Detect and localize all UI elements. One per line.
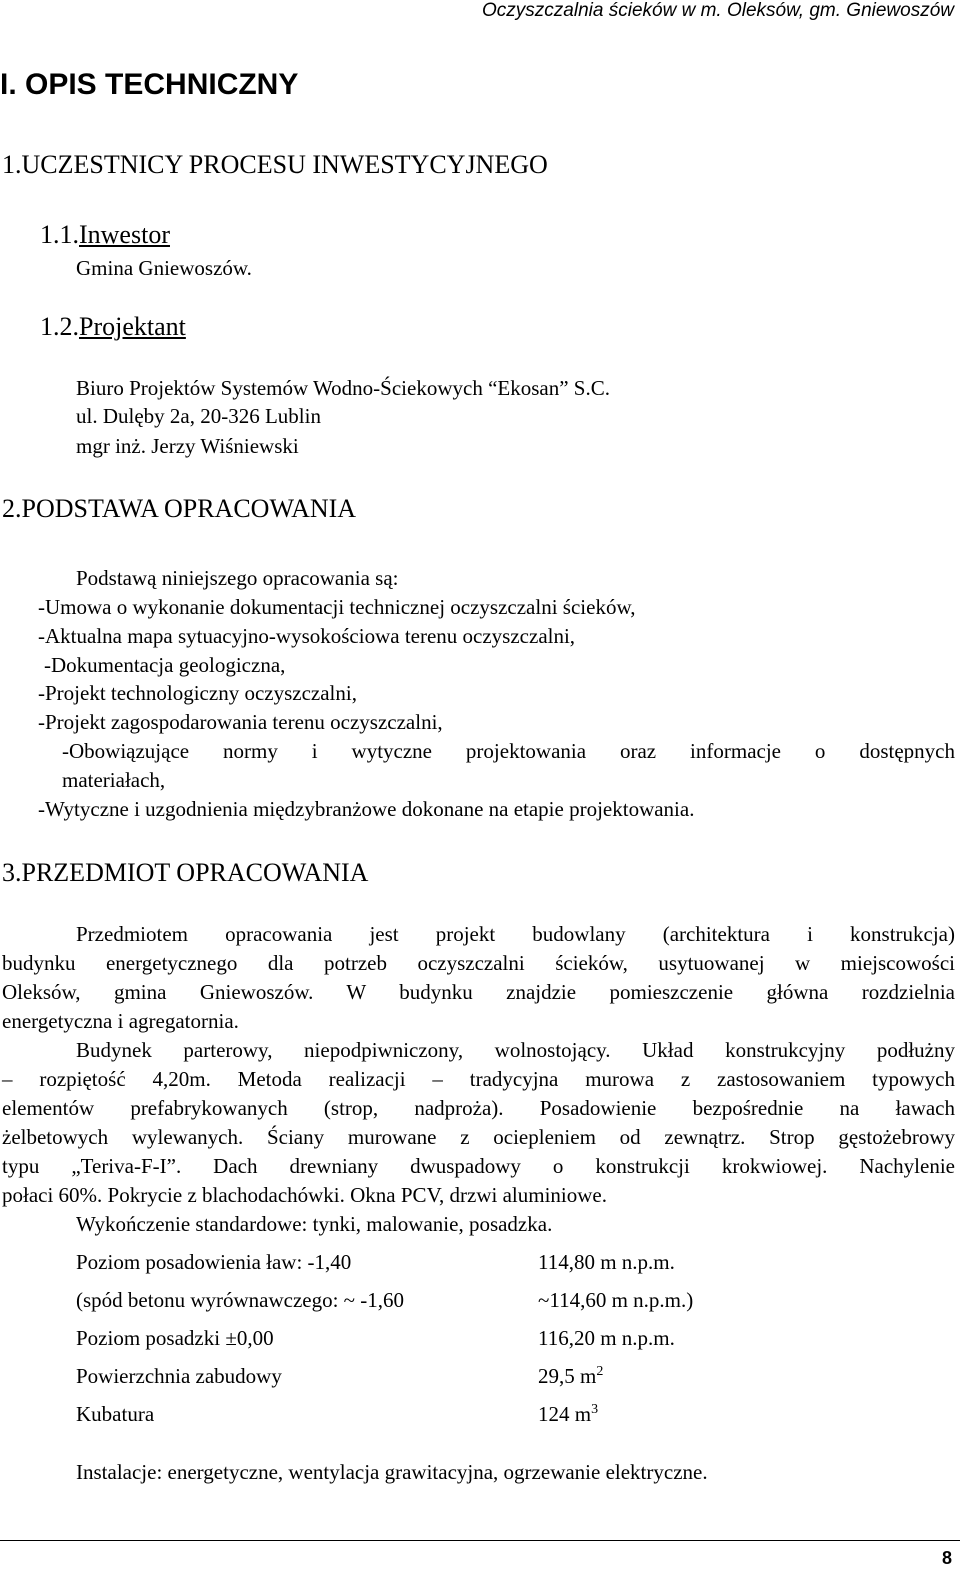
param-value: ~114,60 m n.p.m.) bbox=[538, 1288, 694, 1312]
designer-number: 1.2. bbox=[40, 312, 79, 341]
param-label: Poziom posadowienia ław: -1,40 bbox=[76, 1250, 352, 1274]
finishing-line: Wykończenie standardowe: tynki, malowanie, posadzka. bbox=[76, 1212, 553, 1236]
building-paragraph-line: Budynek parterowy, niepodpiwniczony, wolnostojący. Układ konstrukcyjny podłużny bbox=[76, 1038, 955, 1062]
footer-rule bbox=[0, 1540, 960, 1541]
section-3-title: 3.PRZEDMIOT OPRACOWANIA bbox=[2, 858, 369, 887]
chapter-title: I. OPIS TECHNICZNY bbox=[0, 68, 299, 101]
param-value-exponent: 2 bbox=[596, 1364, 604, 1379]
page-number: 8 bbox=[941, 1548, 952, 1568]
param-label: Poziom posadzki ±0,00 bbox=[76, 1326, 274, 1350]
investor-number: 1.1. bbox=[40, 220, 79, 249]
section-2-title: 2.PODSTAWA OPRACOWANIA bbox=[2, 494, 357, 523]
designer-office: Biuro Projektów Systemów Wodno-Ściekowych “Ekosan” S.C. bbox=[76, 376, 610, 400]
building-paragraph-line: połaci 60%. Pokrycie z blachodachówki. Okna PCV, drzwi aluminiowe. bbox=[2, 1183, 607, 1207]
subject-paragraph-line: budynku energetycznego dla potrzeb oczyszczalni ścieków, usytuowanej w miejscowości bbox=[2, 951, 955, 975]
param-value-exponent: 3 bbox=[591, 1402, 599, 1417]
param-value-number: 29,5 m bbox=[538, 1364, 597, 1388]
basis-item: -Umowa o wykonanie dokumentacji technicznej oczyszczalni ścieków, bbox=[38, 595, 636, 619]
subject-paragraph-line: Oleksów, gmina Gniewoszów. W budynku znajdzie pomieszczenie główna rozdzielnia bbox=[2, 980, 955, 1004]
basis-item: -Projekt technologiczny oczyszczalni, bbox=[38, 681, 357, 705]
building-paragraph-line: żelbetowych wylewanych. Ściany murowane z ociepleniem od zewnątrz. Strop gęstożebrowy bbox=[2, 1125, 955, 1149]
param-label: Powierzchnia zabudowy bbox=[76, 1364, 282, 1388]
building-paragraph-line: – rozpiętość 4,20m. Metoda realizacji – tradycyjna murowa z zastosowaniem typowych bbox=[2, 1067, 955, 1091]
param-value bbox=[538, 1402, 598, 1427]
designer-engineer: mgr inż. Jerzy Wiśniewski bbox=[76, 434, 299, 458]
basis-item-continued: materiałach, bbox=[62, 768, 166, 792]
basis-item: -Projekt zagospodarowania terenu oczyszczalni, bbox=[38, 710, 443, 734]
investor-label: Inwestor bbox=[79, 220, 170, 249]
running-header: Oczyszczalnia ścieków w m. Oleksów, gm. Gniewoszów bbox=[482, 0, 954, 21]
section-1-title: 1.UCZESTNICY PROCESU INWESTYCYJNEGO bbox=[2, 150, 548, 179]
subject-paragraph-line: Przedmiotem opracowania jest projekt budowlany (architektura i konstrukcja) bbox=[76, 922, 955, 946]
param-value: 114,80 m n.p.m. bbox=[538, 1250, 675, 1274]
investor-name: Gmina Gniewoszów. bbox=[76, 256, 252, 280]
designer-heading bbox=[40, 312, 186, 342]
param-value-number: 124 m bbox=[538, 1402, 592, 1426]
building-paragraph-line: typu „Teriva-F-I”. Dach drewniany dwuspadowy o konstrukcji krokwiowej. Nachylenie bbox=[2, 1154, 955, 1178]
basis-item: -Dokumentacja geologiczna, bbox=[44, 653, 286, 677]
basis-item: -Wytyczne i uzgodnienia międzybranżowe dokonane na etapie projektowania. bbox=[38, 797, 695, 821]
designer-label: Projektant bbox=[79, 312, 186, 341]
subject-paragraph-line: energetyczna i agregatornia. bbox=[2, 1009, 239, 1033]
investor-heading bbox=[40, 220, 170, 250]
param-value bbox=[538, 1364, 603, 1389]
param-label: Kubatura bbox=[76, 1402, 155, 1426]
basis-item: -Aktualna mapa sytuacyjno-wysokościowa terenu oczyszczalni, bbox=[38, 624, 576, 648]
basis-item: -Obowiązujące normy i wytyczne projektowania oraz informacje o dostępnych bbox=[62, 739, 955, 763]
param-label: (spód betonu wyrównawczego: ~ -1,60 bbox=[76, 1288, 405, 1312]
building-paragraph-line: elementów prefabrykowanych (strop, nadproża). Posadowienie bezpośrednie na ławach bbox=[2, 1096, 955, 1120]
param-value: 116,20 m n.p.m. bbox=[538, 1326, 675, 1350]
installations-line: Instalacje: energetyczne, wentylacja grawitacyjna, ogrzewanie elektryczne. bbox=[76, 1460, 708, 1484]
basis-intro: Podstawą niniejszego opracowania są: bbox=[76, 566, 399, 590]
designer-address: ul. Dulęby 2a, 20-326 Lublin bbox=[76, 404, 321, 428]
